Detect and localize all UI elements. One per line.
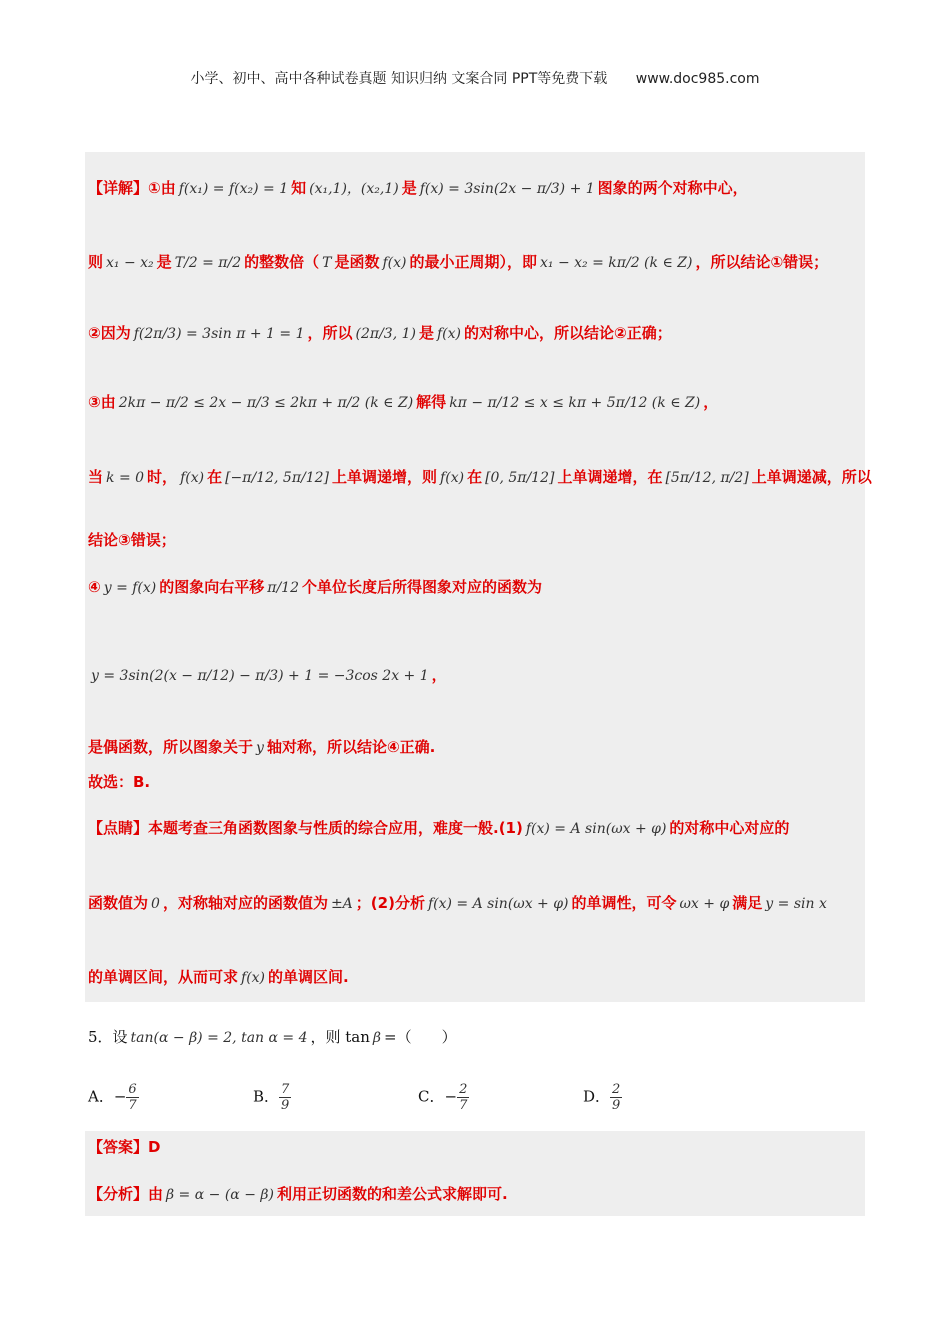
text: 上单调递减，所以: [751, 468, 872, 486]
formula: f(x): [382, 255, 407, 271]
formula: y = 3sin(2(x − π/12) − π/3) + 1 = −3cos 2x + 1: [91, 668, 429, 684]
formula: f(x): [437, 326, 462, 342]
formula: f(2π/3) = 3sin π + 1 = 1: [133, 326, 305, 342]
solution-line-6: [88, 530, 176, 550]
formula: (x₁,1)，(x₂,1): [309, 181, 399, 197]
text: 时，: [147, 468, 178, 486]
text: 在: [207, 468, 223, 486]
sign: −: [113, 1087, 127, 1106]
text: ，则 tan: [310, 1028, 370, 1046]
formula: tan(α − β) = 2, tan α = 4: [130, 1030, 308, 1046]
text: 则: [88, 253, 104, 271]
numerator: 2: [459, 1082, 468, 1097]
formula: k = 0: [106, 470, 145, 486]
formula: T: [322, 255, 332, 271]
text: 的单调区间.: [268, 968, 349, 986]
solution-line-8: [88, 665, 447, 686]
formula: x₁ − x₂: [106, 255, 154, 271]
header-text: 小学、初中、高中各种试卷真题 知识归纳 文案合同 PPT等免费下载: [190, 71, 608, 87]
text: ，: [431, 666, 447, 684]
text: 当: [88, 468, 104, 486]
text: 在: [467, 468, 483, 486]
text: ，: [703, 393, 719, 411]
denominator: 9: [281, 1098, 290, 1113]
formula: kπ − π/12 ≤ x ≤ kπ + 5π/12 (k ∈ Z): [449, 395, 701, 411]
numerator: 7: [281, 1082, 290, 1097]
formula: f(x) = A sin(ωx + φ): [427, 896, 569, 912]
solution-line-12: [88, 893, 830, 914]
formula: y = f(x): [103, 580, 157, 596]
fraction: [126, 1082, 138, 1113]
option-letter: D．: [583, 1087, 611, 1106]
formula: ωx + φ: [679, 896, 730, 912]
formula: [5π/12, π/2]: [665, 470, 749, 486]
denominator: 9: [612, 1098, 621, 1113]
text: 函数值为: [88, 894, 149, 912]
formula: [−π/12, 5π/12]: [225, 470, 330, 486]
text: ④: [88, 578, 101, 596]
solution-line-4: [88, 392, 718, 413]
formula: 2kπ − π/2 ≤ 2x − π/3 ≤ 2kπ + π/2 (k ∈ Z): [118, 395, 414, 411]
text: 【分析】由: [88, 1185, 164, 1203]
option-letter: A．: [88, 1087, 114, 1106]
solution-line-2: [88, 252, 828, 273]
text: 是: [156, 253, 172, 271]
question-5: [88, 1026, 457, 1047]
solution-line-11: [88, 818, 789, 839]
formula: y = sin x: [765, 896, 827, 912]
text: 【答案】D: [88, 1138, 161, 1156]
text: ，所以结论①错误；: [695, 253, 829, 271]
text: 【点睛】本题考查三角函数图象与性质的综合应用，难度一般.(1): [88, 819, 523, 837]
solution-line-9: [88, 737, 435, 758]
solution-line-7: [88, 577, 542, 598]
text: 的单调区间，从而可求: [88, 968, 239, 986]
formula: y: [256, 740, 264, 756]
formula: β = α − (α − β): [166, 1187, 274, 1203]
text: 的图象向右平移: [159, 578, 265, 596]
numerator: 2: [612, 1082, 621, 1097]
text: ②因为: [88, 324, 131, 342]
text: 是函数: [334, 253, 380, 271]
fraction: [610, 1082, 622, 1113]
formula: f(x) = 3sin(2x − π/3) + 1: [419, 181, 595, 197]
analysis-line: [88, 1184, 508, 1205]
text: 结论③错误；: [88, 531, 176, 549]
formula: ±A: [330, 896, 353, 912]
text: 5．设: [88, 1028, 128, 1046]
text: 是: [401, 179, 417, 197]
formula: (2π/3, 1): [355, 326, 416, 342]
formula: f(x): [440, 470, 465, 486]
text: 解得: [416, 393, 447, 411]
text: 知: [291, 179, 307, 197]
numerator: 6: [128, 1082, 137, 1097]
solution-line-3: [88, 323, 672, 344]
solution-line-1: [88, 178, 748, 199]
text: 利用正切函数的和差公式求解即可.: [276, 1185, 508, 1203]
option-b[interactable]: [253, 1082, 291, 1113]
option-a[interactable]: [88, 1082, 139, 1113]
text: 是: [418, 324, 434, 342]
text: 是偶函数，所以图象关于: [88, 738, 254, 756]
text: 的最小正周期），即: [409, 253, 538, 271]
solution-line-10: [88, 772, 150, 792]
text: ，对称轴对应的函数值为: [162, 894, 328, 912]
text: 个单位长度后所得图象对应的函数为: [302, 578, 543, 596]
formula: f(x) = A sin(ωx + φ): [525, 821, 667, 837]
text: =（ ）: [384, 1028, 457, 1046]
formula: x₁ − x₂ = kπ/2 (k ∈ Z): [540, 255, 693, 271]
formula: 0: [151, 896, 160, 912]
text: 的整数倍（: [244, 253, 320, 271]
text: 上单调递增，则: [332, 468, 438, 486]
formula: [0, 5π/12]: [485, 470, 555, 486]
text: 满足: [732, 894, 763, 912]
text: ；(2)分析: [355, 894, 425, 912]
sign: −: [444, 1087, 458, 1106]
text: 图象的两个对称中心，: [597, 179, 748, 197]
option-c[interactable]: [418, 1082, 469, 1113]
text: 轴对称，所以结论④正确.: [266, 738, 436, 756]
solution-line-13: [88, 967, 349, 988]
text: 【详解】①由: [88, 179, 176, 197]
text: ③由: [88, 393, 116, 411]
formula: T/2 = π/2: [174, 255, 242, 271]
formula: β: [372, 1030, 382, 1046]
header-url: www.doc985.com: [635, 71, 760, 87]
text: 的对称中心对应的: [669, 819, 790, 837]
text: 的单调性，可令: [571, 894, 677, 912]
page-header: [0, 68, 950, 88]
option-d[interactable]: [583, 1082, 622, 1113]
fraction: [457, 1082, 469, 1113]
solution-line-5: [88, 467, 872, 488]
denominator: 7: [128, 1098, 137, 1113]
denominator: 7: [459, 1098, 468, 1113]
formula: f(x₁) = f(x₂) = 1: [178, 181, 289, 197]
text: ，所以: [307, 324, 353, 342]
text: 故选：B.: [88, 773, 151, 791]
text: 的对称中心，所以结论②正确；: [464, 324, 672, 342]
formula: π/12: [267, 580, 299, 596]
fraction: [279, 1082, 291, 1113]
text: 上单调递增，在: [557, 468, 663, 486]
formula: f(x): [241, 970, 266, 986]
answer-line: [88, 1137, 160, 1157]
option-letter: C．: [418, 1087, 445, 1106]
formula: f(x): [180, 470, 205, 486]
option-letter: B．: [253, 1087, 280, 1106]
